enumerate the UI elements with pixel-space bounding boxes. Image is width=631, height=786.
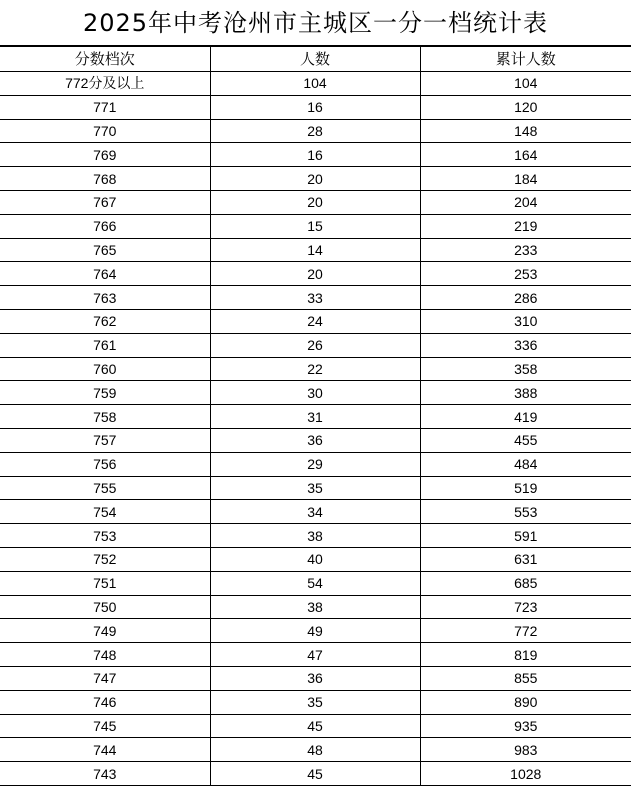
- table-row: [0, 619, 631, 643]
- cell-cumulative-count: 855: [420, 666, 631, 690]
- table-row: [0, 500, 631, 524]
- cell-cumulative-count: 164: [420, 143, 631, 167]
- cell-count: 38: [210, 524, 420, 548]
- cell-score-level: 749: [0, 619, 210, 643]
- table-row: [0, 357, 631, 381]
- cell-cumulative-count: 591: [420, 524, 631, 548]
- cell-score-level: 746: [0, 690, 210, 714]
- cell-cumulative-count: 336: [420, 333, 631, 357]
- table-row: [0, 547, 631, 571]
- cell-count: 29: [210, 452, 420, 476]
- cell-cumulative-count: 484: [420, 452, 631, 476]
- table-row: [0, 143, 631, 167]
- cell-count: 36: [210, 428, 420, 452]
- table-row: [0, 405, 631, 429]
- cell-score-level: 754: [0, 500, 210, 524]
- cell-score-level: 766: [0, 214, 210, 238]
- table-row: [0, 262, 631, 286]
- cell-cumulative-count: 631: [420, 547, 631, 571]
- table-row: [0, 714, 631, 738]
- cell-score-level: 765: [0, 238, 210, 262]
- cell-count: 16: [210, 95, 420, 119]
- cell-count: 47: [210, 643, 420, 667]
- table-row: [0, 333, 631, 357]
- cell-score-level: 743: [0, 762, 210, 786]
- cell-score-level: 755: [0, 476, 210, 500]
- table-row: [0, 524, 631, 548]
- cell-count: 54: [210, 571, 420, 595]
- cell-count: 31: [210, 405, 420, 429]
- cell-count: 26: [210, 333, 420, 357]
- cell-cumulative-count: 1028: [420, 762, 631, 786]
- cell-count: 20: [210, 262, 420, 286]
- cell-cumulative-count: 983: [420, 738, 631, 762]
- table-row: [0, 190, 631, 214]
- cell-score-level: 756: [0, 452, 210, 476]
- cell-count: 45: [210, 762, 420, 786]
- cell-count: 30: [210, 381, 420, 405]
- table-row: [0, 452, 631, 476]
- cell-count: 36: [210, 666, 420, 690]
- cell-count: 20: [210, 167, 420, 191]
- cell-cumulative-count: 723: [420, 595, 631, 619]
- cell-score-level: 757: [0, 428, 210, 452]
- cell-cumulative-count: 219: [420, 214, 631, 238]
- cell-cumulative-count: 772: [420, 619, 631, 643]
- table-row: [0, 381, 631, 405]
- page-title: 2025年中考沧州市主城区一分一档统计表: [0, 0, 631, 46]
- cell-score-level: 760: [0, 357, 210, 381]
- table-row: [0, 690, 631, 714]
- cell-cumulative-count: 890: [420, 690, 631, 714]
- cell-score-level: 759: [0, 381, 210, 405]
- table-row: [0, 167, 631, 191]
- cell-count: 15: [210, 214, 420, 238]
- table-row: [0, 666, 631, 690]
- cell-cumulative-count: 519: [420, 476, 631, 500]
- cell-score-level: 761: [0, 333, 210, 357]
- table-header-row: [0, 47, 631, 72]
- cell-cumulative-count: 685: [420, 571, 631, 595]
- table-row: [0, 72, 631, 96]
- table-row: [0, 95, 631, 119]
- cell-score-level: 768: [0, 167, 210, 191]
- table-row: [0, 286, 631, 310]
- cell-cumulative-count: 388: [420, 381, 631, 405]
- cell-cumulative-count: 253: [420, 262, 631, 286]
- table-body: [0, 72, 631, 786]
- cell-count: 20: [210, 190, 420, 214]
- cell-cumulative-count: 148: [420, 119, 631, 143]
- score-distribution-table: [0, 46, 631, 786]
- cell-count: 49: [210, 619, 420, 643]
- cell-score-level: 744: [0, 738, 210, 762]
- table-row: [0, 238, 631, 262]
- cell-count: 33: [210, 286, 420, 310]
- cell-cumulative-count: 935: [420, 714, 631, 738]
- table-row: [0, 643, 631, 667]
- cell-score-level: 771: [0, 95, 210, 119]
- cell-count: 38: [210, 595, 420, 619]
- cell-cumulative-count: 553: [420, 500, 631, 524]
- cell-score-level: 753: [0, 524, 210, 548]
- cell-count: 14: [210, 238, 420, 262]
- cell-score-level: 758: [0, 405, 210, 429]
- cell-cumulative-count: 120: [420, 95, 631, 119]
- cell-score-level: 767: [0, 190, 210, 214]
- cell-cumulative-count: 819: [420, 643, 631, 667]
- cell-score-level: 772分及以上: [0, 72, 210, 96]
- table-row: [0, 762, 631, 786]
- table-row: [0, 595, 631, 619]
- cell-count: 28: [210, 119, 420, 143]
- table-row: [0, 738, 631, 762]
- cell-cumulative-count: 233: [420, 238, 631, 262]
- table-row: [0, 571, 631, 595]
- cell-count: 104: [210, 72, 420, 96]
- cell-cumulative-count: 104: [420, 72, 631, 96]
- cell-count: 40: [210, 547, 420, 571]
- cell-score-level: 747: [0, 666, 210, 690]
- cell-count: 48: [210, 738, 420, 762]
- cell-count: 35: [210, 690, 420, 714]
- cell-count: 45: [210, 714, 420, 738]
- cell-score-level: 752: [0, 547, 210, 571]
- cell-score-level: 751: [0, 571, 210, 595]
- cell-cumulative-count: 419: [420, 405, 631, 429]
- table-row: [0, 476, 631, 500]
- cell-count: 16: [210, 143, 420, 167]
- cell-cumulative-count: 455: [420, 428, 631, 452]
- cell-count: 22: [210, 357, 420, 381]
- cell-cumulative-count: 286: [420, 286, 631, 310]
- cell-count: 35: [210, 476, 420, 500]
- cell-score-level: 769: [0, 143, 210, 167]
- cell-score-level: 770: [0, 119, 210, 143]
- cell-count: 34: [210, 500, 420, 524]
- cell-score-level: 764: [0, 262, 210, 286]
- cell-score-level: 750: [0, 595, 210, 619]
- header-score-level: 分数档次: [0, 47, 210, 72]
- header-cumulative-count: 累计人数: [420, 47, 631, 72]
- cell-score-level: 762: [0, 309, 210, 333]
- table-row: [0, 428, 631, 452]
- cell-score-level: 745: [0, 714, 210, 738]
- table-row: [0, 119, 631, 143]
- header-count: 人数: [210, 47, 420, 72]
- table-row: [0, 214, 631, 238]
- cell-cumulative-count: 184: [420, 167, 631, 191]
- cell-cumulative-count: 310: [420, 309, 631, 333]
- cell-score-level: 763: [0, 286, 210, 310]
- table-row: [0, 309, 631, 333]
- cell-count: 24: [210, 309, 420, 333]
- cell-cumulative-count: 358: [420, 357, 631, 381]
- cell-score-level: 748: [0, 643, 210, 667]
- cell-cumulative-count: 204: [420, 190, 631, 214]
